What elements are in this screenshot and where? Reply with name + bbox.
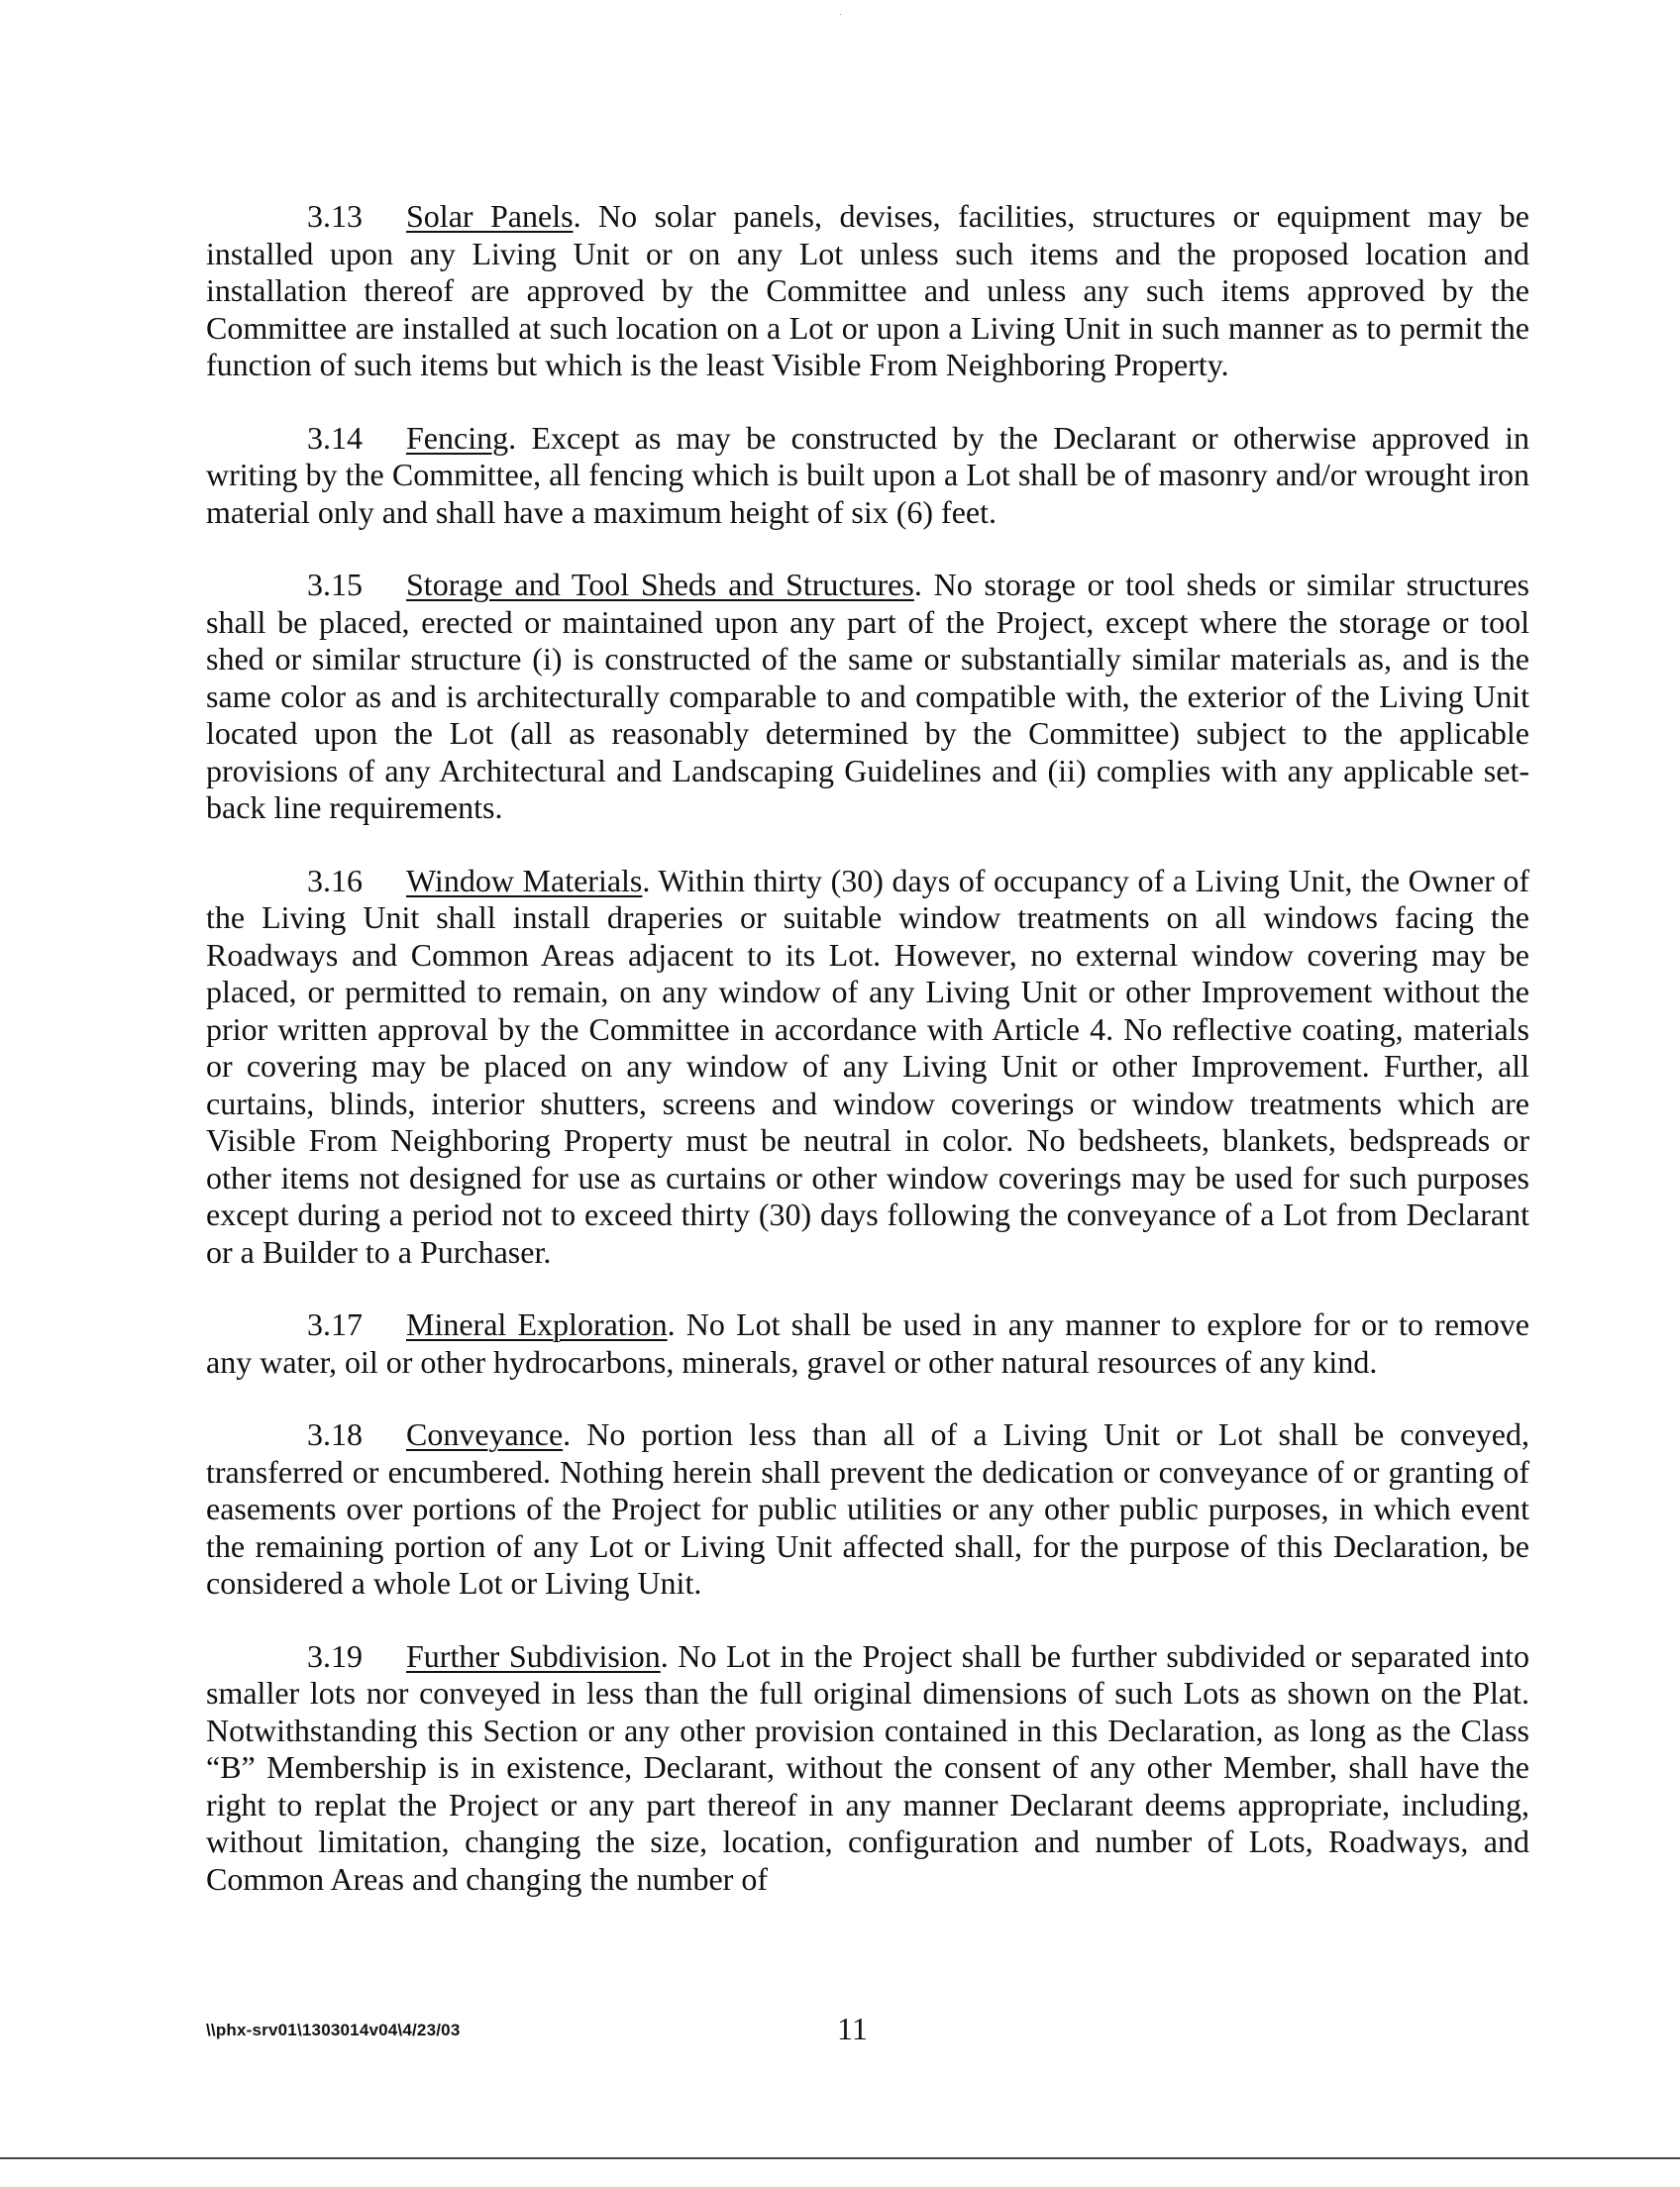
section-number: 3.17 (307, 1306, 363, 1342)
section-text: . Within thirty (30) days of occupancy of a Living Unit, the Owner of the Living Unit shall install draperies or suitable window treatments on all windows facing the Roadways and Common Areas adjacent to its Lot. However, no external window covering may be placed, or permitted to remain, on any window of any Living Unit or other Improvement without the prior written approval by the Committee in accordance with Article 4. No reflective coating, materials or covering may be placed on any window of any Living Unit or other Improvement. Further, all curtains, blinds, interior shutters, screens and window coverings or window treatments which are Visible From Neighboring Property must be neutral in color. No bedsheets, blankets, bedspreads or other items not designed for use as curtains or other window coverings may be used for such purposes except during a period not to exceed thirty (30) days following the conveyance of a Lot from Declarant or a Builder to a Purchaser. (206, 862, 1530, 1270)
section-text: . No portion less than all of a Living Unit or Lot shall be conveyed, transferred or encumbered. Nothing herein shall prevent the dedication or conveyance of or granting of easements over portions of the Project for public utilities or any other public purposes, in which event the remaining portion of any Lot or Living Unit affected shall, for the purpose of this Declaration, be considered a whole Lot or Living Unit. (206, 1416, 1529, 1601)
section-number: 3.16 (307, 862, 363, 898)
section-text: . No solar panels, devises, facilities, structures or equipment may be installed upon any Living Unit or on any Lot unless such items and the proposed location and installation thereof are approved by the Committee and unless any such items approved by the Committee are installed at such location on a Lot or upon a Living Unit in such manner as to permit the function of such items but which is the least Visible From Neighboring Property. (206, 198, 1530, 382)
section-heading: Fencing (406, 419, 509, 456)
scan-speck (840, 14, 841, 15)
section-text: . Except as may be constructed by the Declarant or otherwise approved in writing by the Committee, all fencing which is built upon a Lot shall be of masonry and/or wrought iron material only and shall have a maximum height of six (6) feet. (206, 419, 1529, 530)
section-heading: Further Subdivision (406, 1637, 661, 1674)
section-heading: Conveyance (406, 1416, 564, 1452)
document-body (206, 198, 1529, 1933)
section-text: . No Lot shall be used in any manner to explore for or to remove any water, oil or other hydrocarbons, minerals, gravel or other natural resources of any kind. (206, 1306, 1530, 1380)
section-number: 3.15 (307, 567, 363, 602)
section-heading: Solar Panels (406, 198, 574, 234)
section-3-18 (206, 1416, 1529, 1603)
bottom-divider (0, 2157, 1680, 2159)
section-3-17 (206, 1306, 1529, 1381)
section-heading: Window Materials (406, 862, 643, 898)
section-number: 3.13 (307, 198, 363, 234)
section-number: 3.14 (307, 419, 363, 456)
section-3-16 (206, 863, 1529, 1272)
section-heading: Storage and Tool Sheds and Structures (406, 567, 914, 602)
section-text: . No Lot in the Project shall be further subdivided or separated into smaller lots nor conveyed in less than the full original dimensions of such Lots as shown on the Plat. Notwithstanding this Section or any other provision contained in this Declaration, as long as the Class “B” Membership is in existence, Declarant, without the consent of any other Member, shall have the right to replat the Project or any part thereof in any manner Declarant deems appropriate, including, without limitation, changing the size, location, configuration and number of Lots, Roadways, and Common Areas and changing the number of (206, 1637, 1530, 1897)
section-3-13 (206, 198, 1529, 384)
section-3-19 (206, 1638, 1529, 1899)
document-file-path: \\phx-srv01\1303014v04\4/23/03 (206, 2021, 461, 2039)
page-number: 11 (837, 2011, 868, 2046)
section-3-14 (206, 420, 1529, 532)
section-text: . No storage or tool sheds or similar structures shall be placed, erected or maintained upon any part of the Project, except where the storage or tool shed or similar structure (i) is constructed of the same or substantially similar materials as, and is the same color as and is architecturally comparable to and compatible with, the exterior of the Living Unit located upon the Lot (all as reasonably determined by the Committee) subject to the applicable provisions of any Architectural and Landscaping Guidelines and (ii) complies with any applicable set-back line requirements. (206, 567, 1530, 825)
section-heading: Mineral Exploration (406, 1306, 668, 1342)
section-3-15 (206, 567, 1529, 827)
section-number: 3.19 (307, 1637, 363, 1674)
section-number: 3.18 (307, 1416, 363, 1452)
